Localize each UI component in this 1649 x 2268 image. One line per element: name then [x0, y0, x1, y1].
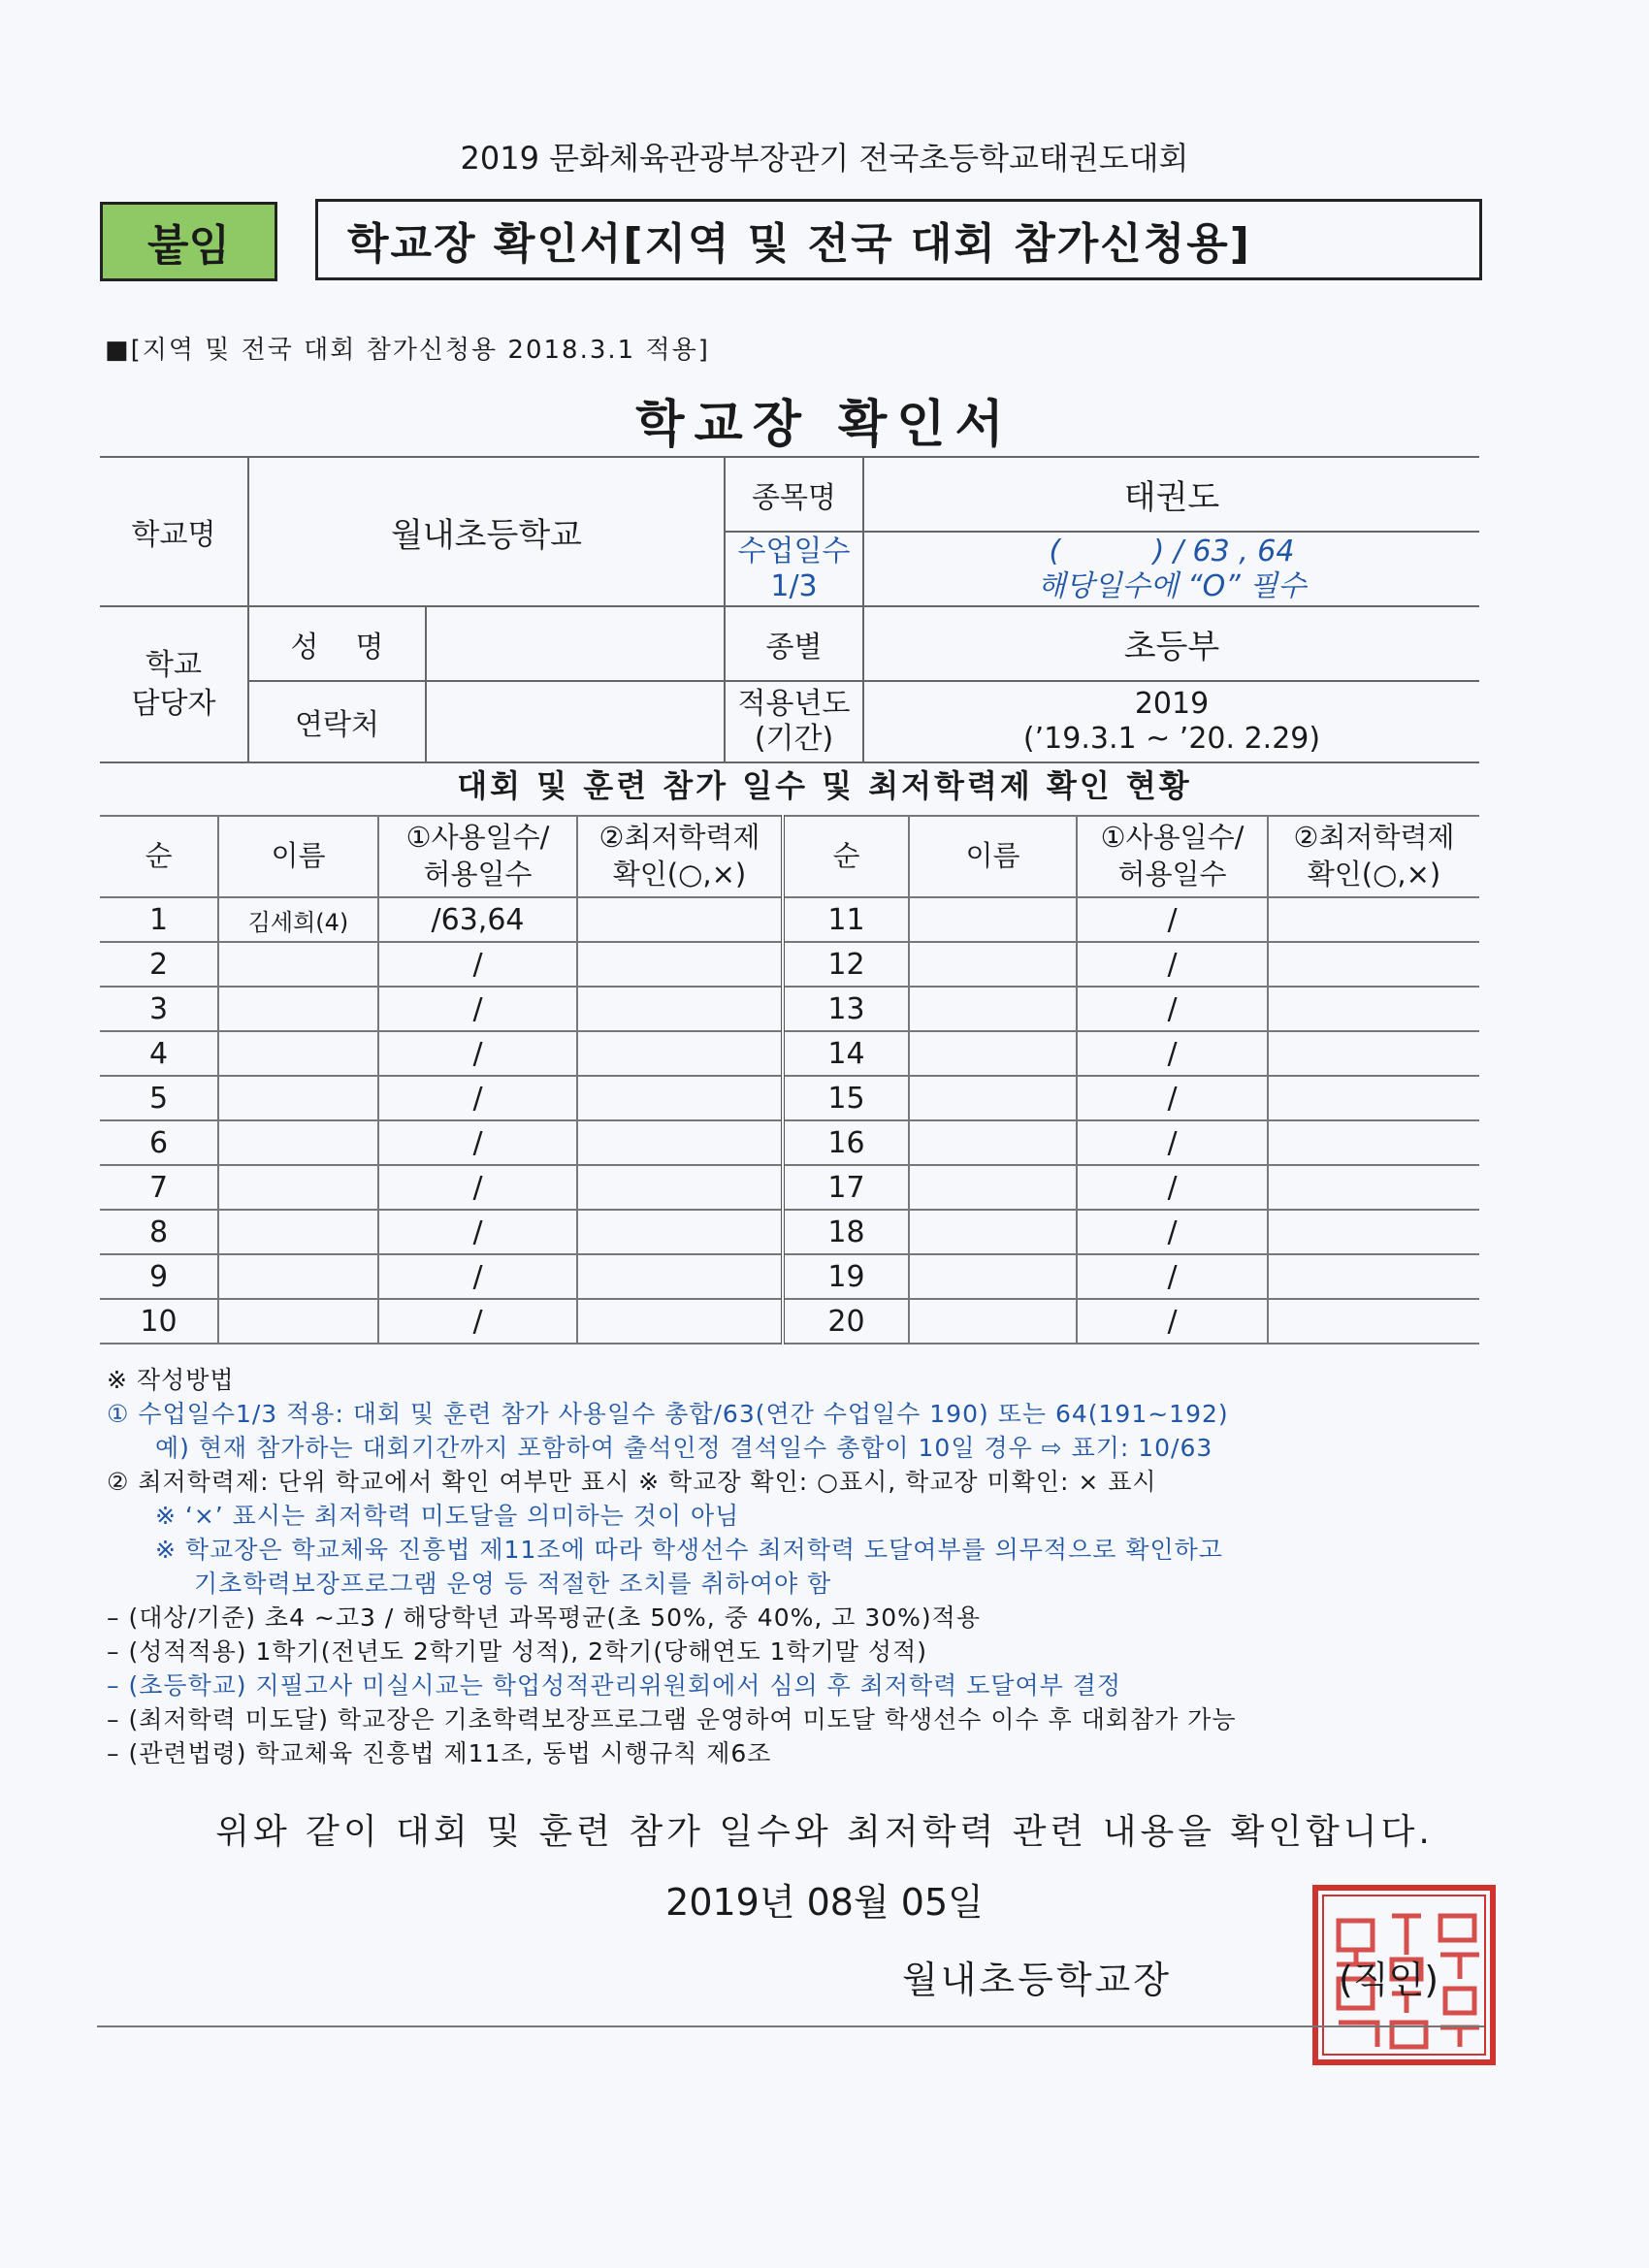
row-days: / — [378, 1165, 577, 1210]
header-days — [378, 816, 577, 897]
notes-heading: ※ 작성방법 — [107, 1366, 235, 1394]
manager-label-2: 담당자 — [131, 686, 216, 721]
row-name — [909, 1165, 1077, 1210]
row-check — [1268, 1165, 1479, 1210]
row-no: 16 — [783, 1120, 909, 1165]
row-days: / — [1077, 1165, 1268, 1210]
detail-2: – (성적적용) 1학기(전년도 2학기말 성적), 2학기(당해연도 1학기말 성적) — [107, 1637, 927, 1666]
table-row — [100, 1210, 1479, 1254]
school-info-table — [100, 456, 1479, 763]
participation-table — [100, 815, 1479, 1345]
header-days-1: ①사용일수/ — [1100, 821, 1245, 855]
table-row — [100, 1299, 1479, 1344]
row-no: 18 — [783, 1210, 909, 1254]
manager-label — [100, 606, 248, 762]
row-no: 3 — [100, 987, 218, 1031]
row-name: 김세희(4) — [218, 897, 378, 942]
row-no: 13 — [783, 987, 909, 1031]
row-check — [577, 987, 783, 1031]
row-no: 1 — [100, 897, 218, 942]
row-days: / — [1077, 1076, 1268, 1120]
row-name — [218, 1299, 378, 1344]
header-min-level — [577, 816, 783, 897]
year-value-1: 2019 — [1134, 687, 1210, 721]
event-label: 종목명 — [725, 457, 863, 532]
category-label: 종별 — [725, 606, 863, 681]
header-min-level-1: ②최저학력제 — [1293, 821, 1455, 855]
table-row — [100, 942, 1479, 987]
school-name-label: 학교명 — [100, 457, 248, 606]
row-check — [1268, 942, 1479, 987]
header-no: 순 — [783, 816, 909, 897]
row-check — [1268, 897, 1479, 942]
row-check — [577, 1210, 783, 1254]
year-value — [863, 681, 1479, 762]
confirmation-statement: 위와 같이 대회 및 훈련 참가 일수와 최저학력 관련 내용을 확인합니다. — [215, 1812, 1434, 1852]
row-days: /63,64 — [378, 897, 577, 942]
row-days: / — [378, 987, 577, 1031]
row-check — [577, 942, 783, 987]
row-no: 17 — [783, 1165, 909, 1210]
row-name — [218, 1076, 378, 1120]
row-name — [218, 1120, 378, 1165]
detail-5: – (관련법령) 학교체육 진흥법 제11조, 동법 시행규칙 제6조 — [107, 1739, 772, 1767]
row-name — [218, 987, 378, 1031]
header-days — [1077, 816, 1268, 897]
row-days: / — [1077, 1299, 1268, 1344]
row-no: 5 — [100, 1076, 218, 1120]
row-no: 20 — [783, 1299, 909, 1344]
document-date: 2019년 08월 05일 — [665, 1881, 984, 1924]
row-check — [577, 1031, 783, 1076]
table-row — [100, 1120, 1479, 1165]
section-heading: 대회 및 훈련 참가 일수 및 최저학력제 확인 현황 — [457, 767, 1192, 804]
row-check — [1268, 1031, 1479, 1076]
header-name: 이름 — [218, 816, 378, 897]
note-4a: ※ 학교장은 학교체육 진흥법 제11조에 따라 학생선수 최저학력 도달여부를 의무적으로 확인하고 — [155, 1536, 1223, 1564]
principal-signature: 월내초등학교장 — [902, 1959, 1172, 2001]
table-row — [100, 987, 1479, 1031]
row-name — [218, 1165, 378, 1210]
school-days-label — [725, 532, 863, 606]
table-row — [100, 1031, 1479, 1076]
header-days-2: 허용일수 — [1117, 858, 1227, 891]
row-check — [577, 897, 783, 942]
row-name — [909, 1120, 1077, 1165]
name-label: 성 명 — [248, 606, 426, 681]
table-row — [100, 1076, 1479, 1120]
school-name-value: 월내초등학교 — [248, 457, 725, 606]
row-name — [909, 942, 1077, 987]
note-2: ② 최저학력제: 단위 학교에서 확인 여부만 표시 ※ 학교장 확인: ○표시, 학교장 미확인: × 표시 — [107, 1468, 1157, 1496]
row-days: / — [1077, 1210, 1268, 1254]
writing-instructions — [107, 1363, 1494, 1770]
note-1a: ① 수업일수1/3 적용: 대회 및 훈련 참가 사용일수 총합/63(연간 수업일수 190) 또는 64(191~192) — [107, 1400, 1229, 1428]
name-value — [426, 606, 725, 681]
row-name — [909, 1299, 1077, 1344]
header-min-level-2: 확인(○,×) — [1307, 858, 1441, 891]
row-no: 10 — [100, 1299, 218, 1344]
row-days: / — [378, 1299, 577, 1344]
row-no: 6 — [100, 1120, 218, 1165]
header-days-2: 허용일수 — [423, 858, 533, 891]
row-days: / — [1077, 987, 1268, 1031]
row-no: 2 — [100, 942, 218, 987]
row-days: / — [1077, 897, 1268, 942]
row-check — [1268, 1254, 1479, 1299]
school-days-value-1: ( ) / 63 , 64 — [1049, 534, 1295, 568]
row-name — [909, 1031, 1077, 1076]
event-value: 태권도 — [863, 457, 1479, 532]
attachment-badge: 붙임 — [100, 202, 277, 281]
row-no: 7 — [100, 1165, 218, 1210]
row-days: / — [378, 942, 577, 987]
note-4b: 기초학력보장프로그램 운영 등 적절한 조치를 취하여야 함 — [194, 1570, 832, 1598]
row-days: / — [378, 1031, 577, 1076]
row-days: / — [1077, 1120, 1268, 1165]
row-check — [577, 1299, 783, 1344]
school-days-label-1: 수업일수 — [737, 534, 851, 568]
row-check — [577, 1076, 783, 1120]
header-name: 이름 — [909, 816, 1077, 897]
detail-1: – (대상/기준) 초4 ~고3 / 해당학년 과목평균(초 50%, 중 40%, 고 30%)적용 — [107, 1604, 981, 1632]
header-no: 순 — [100, 816, 218, 897]
row-no: 19 — [783, 1254, 909, 1299]
row-days: / — [378, 1254, 577, 1299]
form-title: 학교장 확인서[지역 및 전국 대회 참가신청용] — [315, 199, 1482, 280]
detail-4: – (최저학력 미도달) 학교장은 기초학력보장프로그램 운영하여 미도달 학생선수 이수 후 대회참가 가능 — [107, 1705, 1237, 1733]
table-row — [100, 1254, 1479, 1299]
year-value-2: (’19.3.1 ~ ’20. 2.29) — [1022, 722, 1321, 756]
row-days: / — [1077, 1254, 1268, 1299]
row-days: / — [1077, 942, 1268, 987]
note-1b: 예) 현재 참가하는 대회기간까지 포함하여 출석인정 결석일수 총합이 10일 경우 ⇨ 표기: 10/63 — [155, 1434, 1213, 1462]
row-check — [1268, 1210, 1479, 1254]
row-check — [577, 1254, 783, 1299]
school-days-label-2: 1/3 — [770, 568, 818, 603]
category-value: 초등부 — [863, 606, 1479, 681]
row-name — [909, 897, 1077, 942]
row-name — [909, 987, 1077, 1031]
applicable-note: ■[지역 및 전국 대회 참가신청용 2018.3.1 적용] — [105, 336, 710, 365]
row-no: 4 — [100, 1031, 218, 1076]
row-days: / — [378, 1210, 577, 1254]
row-no: 8 — [100, 1210, 218, 1254]
note-3: ※ ‘×’ 표시는 최저학력 미도달을 의미하는 것이 아님 — [155, 1502, 740, 1530]
row-days: / — [378, 1076, 577, 1120]
row-name — [909, 1076, 1077, 1120]
row-name — [218, 1031, 378, 1076]
row-name — [218, 1254, 378, 1299]
row-check — [1268, 987, 1479, 1031]
school-days-value — [863, 532, 1479, 606]
row-no: 9 — [100, 1254, 218, 1299]
detail-3: – (초등학교) 지필고사 미실시교는 학업성적관리위원회에서 심의 후 최저학력 도달여부 결정 — [107, 1671, 1122, 1700]
header-min-level-2: 확인(○,×) — [612, 858, 747, 891]
row-name — [909, 1210, 1077, 1254]
row-no: 12 — [783, 942, 909, 987]
row-days: / — [378, 1120, 577, 1165]
year-label-1: 적용년도 — [737, 687, 851, 721]
header-days-1: ①사용일수/ — [405, 821, 550, 855]
school-days-value-2: 해당일수에 “O” 필수 — [1037, 568, 1307, 603]
table-row — [100, 1165, 1479, 1210]
contact-value — [426, 681, 725, 762]
row-check — [577, 1120, 783, 1165]
row-name — [909, 1254, 1077, 1299]
year-label-2: (기간) — [754, 722, 834, 756]
bottom-divider — [97, 2025, 1484, 2027]
header-min-level — [1268, 816, 1479, 897]
row-name — [218, 942, 378, 987]
row-check — [1268, 1076, 1479, 1120]
table-row — [100, 897, 1479, 942]
row-no: 11 — [783, 897, 909, 942]
row-check — [1268, 1120, 1479, 1165]
year-label — [725, 681, 863, 762]
event-title: 2019 문화체육관광부장관기 전국초등학교태권도대회 — [460, 140, 1189, 177]
header-min-level-1: ②최저학력제 — [598, 821, 760, 855]
document-title: 학교장 확인서 — [635, 396, 1014, 454]
seal-label: (직인) — [1339, 1959, 1439, 2001]
row-check — [577, 1165, 783, 1210]
row-no: 15 — [783, 1076, 909, 1120]
row-check — [1268, 1299, 1479, 1344]
manager-label-1: 학교 — [146, 647, 202, 682]
row-no: 14 — [783, 1031, 909, 1076]
row-days: / — [1077, 1031, 1268, 1076]
contact-label: 연락처 — [248, 681, 426, 762]
row-name — [218, 1210, 378, 1254]
